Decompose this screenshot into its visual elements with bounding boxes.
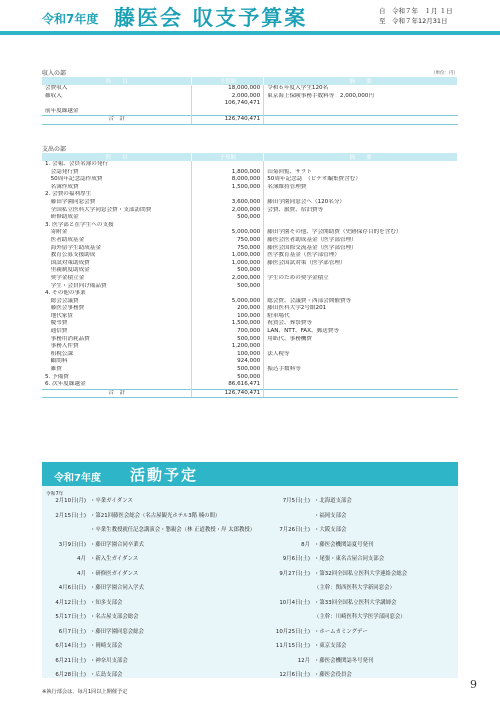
row-amount: 1,000,000 <box>192 252 264 260</box>
activity-event: ・藤医会機関誌夏号発刊 <box>314 541 374 548</box>
table-row <box>42 252 458 260</box>
row-amount: 924,000 <box>192 358 264 366</box>
table-row <box>42 214 458 222</box>
income-section-label: 収入の部 <box>42 70 67 77</box>
col-item: 科 目 <box>42 153 192 161</box>
table-row <box>42 313 458 321</box>
date-to: 至 令和７年12月31日 <box>379 17 448 25</box>
list-item <box>250 569 460 579</box>
row-item: 寄附金 <box>45 229 68 236</box>
list-item <box>44 641 254 651</box>
page-number: 9 <box>470 678 477 691</box>
list-item <box>44 511 254 521</box>
row-note: 会費、旅費、宿泊費等 <box>267 206 324 213</box>
row-note: 藤医会医者助成基金（医学部管理） <box>267 236 357 243</box>
fiscal-period <box>379 6 453 26</box>
row-item: 総会会議費 <box>45 297 79 304</box>
list-item <box>44 627 254 637</box>
income-table <box>42 77 458 125</box>
activity-date: 4月 <box>77 556 86 562</box>
table-row <box>42 245 458 253</box>
row-item: 6. 次年度繰越金 <box>45 381 86 388</box>
income-header-row <box>42 77 458 85</box>
activity-date: 6月28日(土) <box>55 672 86 678</box>
activity-event: ・藤田学園合同卒業式 <box>90 541 144 548</box>
activity-event: ・藤医会機関誌冬号発刊 <box>314 657 374 664</box>
row-amount: 18,000,000 <box>192 85 264 93</box>
row-note: 医学教育基金（医学部管理） <box>267 252 340 259</box>
row-item: 学生・会員向け備品費 <box>45 282 107 289</box>
activity-event: ・福岡支部会 <box>314 512 347 519</box>
activity-date: 4月 <box>77 570 86 577</box>
row-item: 3. 医学部と在学生への支援 <box>45 221 114 228</box>
expense-total-row <box>42 389 458 398</box>
row-note: 法人税等 <box>267 350 290 357</box>
activities-sub-year: 令和7年 <box>46 492 64 497</box>
activity-event: ・藤田学園合同入学式 <box>90 585 144 591</box>
activity-date: 10月25日(土) <box>275 628 310 635</box>
list-item <box>250 525 460 535</box>
row-item: 会費収入 <box>45 85 68 91</box>
row-amount: 1,800,000 <box>192 169 264 177</box>
row-amount: 5,000,000 <box>192 229 264 237</box>
list-item <box>44 612 254 622</box>
row-amount <box>192 191 264 199</box>
table-row <box>42 381 458 389</box>
col-amount: 予算額 <box>192 77 264 85</box>
table-row <box>42 191 458 199</box>
row-item: 地代家賃 <box>45 312 73 319</box>
row-item: 海外留学生助成基金 <box>45 244 101 251</box>
row-amount: 2,000,000 <box>192 275 264 283</box>
row-item: 名簿作成費 <box>45 183 79 190</box>
row-item: 藤医会事務費 <box>45 305 85 312</box>
list-item <box>250 583 460 593</box>
list-item <box>250 656 460 666</box>
row-item: 奨学金積立金 <box>45 274 85 281</box>
row-note <box>264 191 458 199</box>
table-row <box>42 298 458 306</box>
row-item: 教育公募支援助成 <box>45 252 96 259</box>
list-item <box>250 627 460 637</box>
table-row <box>42 374 458 382</box>
row-amount <box>192 161 264 169</box>
row-note: 用紙代、事務機費 <box>267 335 312 342</box>
table-row <box>42 237 458 245</box>
table-row <box>42 267 458 275</box>
list-item <box>44 554 254 564</box>
table-row <box>42 351 458 359</box>
table-row <box>42 100 458 108</box>
activity-event: ・岡崎支部会 <box>90 643 123 649</box>
row-item: 慶弔費 <box>45 320 68 327</box>
row-item: 雑費 <box>45 366 62 373</box>
table-row <box>42 283 458 291</box>
activity-date: 7月26日(土) <box>279 527 310 533</box>
activity-date: 2月10日(月) <box>55 498 86 504</box>
income-total-amount: 126,740,471 <box>192 116 264 125</box>
row-item: 国試対策助成費 <box>45 259 90 266</box>
row-amount: 1,200,000 <box>192 343 264 351</box>
activity-date: 4月6日(日) <box>58 585 86 591</box>
list-item <box>44 540 254 550</box>
row-amount: 1,500,000 <box>192 184 264 192</box>
row-item <box>42 100 192 108</box>
row-note <box>264 100 458 108</box>
row-amount <box>192 222 264 230</box>
table-row <box>42 260 458 268</box>
row-item: 事務人件費 <box>45 343 79 350</box>
row-amount: 5,000,000 <box>192 298 264 306</box>
list-item <box>44 583 254 593</box>
row-amount: 86,616,471 <box>192 381 264 389</box>
activity-event: ・第21回藤医会総会（名古屋観光ホテル3階 楠の間） <box>90 512 221 519</box>
table-row <box>42 222 458 230</box>
row-item: 5. 予備費 <box>45 373 69 380</box>
activity-date: 2月15日(土) <box>55 512 86 519</box>
table-row <box>42 343 458 351</box>
activity-date: 5月17日(土) <box>55 614 86 620</box>
table-row <box>42 229 458 237</box>
row-item: 2. 会費の福利厚生 <box>45 191 92 198</box>
date-from: 自 令和７年 １月 １日 <box>379 7 453 15</box>
row-amount: 2,000,000 <box>192 207 264 215</box>
row-amount: 3,600,000 <box>192 199 264 207</box>
table-row <box>42 275 458 283</box>
activity-date: 6月7日(土) <box>58 628 86 635</box>
activity-event: ・卒業生教授就任記念講演会・懇親会（林 正道教授・岸 太郎教授） <box>90 527 256 533</box>
row-note: 振込手数料等 <box>267 366 301 373</box>
list-item <box>250 511 460 521</box>
row-note: 藤田医科大学2号館201 <box>267 305 327 312</box>
table-row <box>42 161 458 169</box>
row-item: 4. その他の事業 <box>45 290 86 297</box>
row-note <box>264 267 458 275</box>
col-item: 科 目 <box>42 77 192 85</box>
row-note <box>264 214 458 222</box>
row-amount: 700,000 <box>192 328 264 336</box>
table-row <box>42 85 458 93</box>
table-row <box>42 320 458 328</box>
table-row <box>42 108 458 116</box>
table-row <box>42 290 458 298</box>
income-body <box>42 85 458 116</box>
row-note: LAN、NTT、FAX、郵送費等 <box>267 328 339 335</box>
expense-total-label: 合 計 <box>42 389 192 398</box>
row-item: 1. 会報、会員名簿の発行 <box>45 161 109 167</box>
list-item <box>250 540 460 550</box>
row-item: 50周年記念誌作成費 <box>45 176 103 183</box>
row-amount: 500,000 <box>192 336 264 344</box>
activity-event: ・東京支部会 <box>314 643 347 649</box>
row-amount: 100,000 <box>192 313 264 321</box>
row-amount <box>192 108 264 116</box>
list-item <box>250 641 460 651</box>
activity-event: （主幹：関西医科大学新同窓会） <box>314 585 395 591</box>
row-amount: 2,000,000 <box>192 93 264 101</box>
list-item <box>250 496 460 506</box>
row-note: 山菊回覧、サラト <box>267 168 312 175</box>
activity-date: 10月4日(土) <box>279 599 310 606</box>
col-note: 摘 要 <box>264 153 458 161</box>
activity-event: ・藤田学園同窓会総会 <box>90 628 144 635</box>
table-row <box>42 366 458 374</box>
row-item: 前年度繰越金 <box>45 107 79 114</box>
row-amount: 500,000 <box>192 374 264 382</box>
row-note: 祝賀会、葬祭費等 <box>267 320 312 327</box>
row-amount: 8,000,000 <box>192 176 264 184</box>
table-row <box>42 358 458 366</box>
table-row <box>42 336 458 344</box>
row-item: 里親制度助成金 <box>45 267 90 274</box>
row-note: 総会費、会議費・西部会開催費等 <box>267 297 352 304</box>
list-item <box>44 656 254 666</box>
activities-title: 活動予定 <box>130 466 199 484</box>
expense-section-label: 支出の部 <box>42 146 67 153</box>
expense-total-note <box>264 389 458 398</box>
activity-date: 11月15日(土) <box>275 643 310 649</box>
page-header <box>0 0 500 58</box>
list-item <box>44 496 254 506</box>
footnote: ※執行部会は、毎月1回以上開催予定 <box>42 689 128 695</box>
row-note: 駐車場代 <box>267 312 290 319</box>
unit-label: （単位：円） <box>431 71 458 76</box>
list-item <box>250 612 460 622</box>
row-note: 東京海上保険事務手数料等 2,000,000円 <box>267 92 374 99</box>
activity-event: ・ホームカミングデー <box>314 628 368 635</box>
activity-event: ・新入生ガイダンス <box>90 556 139 562</box>
activity-event: ・北海道支部会 <box>314 498 352 504</box>
row-item: 顧問料 <box>45 358 68 365</box>
activities-year: 令和7年度 <box>54 473 101 484</box>
list-item <box>250 670 460 680</box>
list-item <box>44 670 254 680</box>
row-item: 医者助成基金 <box>45 236 85 243</box>
row-note <box>264 381 458 389</box>
row-item: 雑収入 <box>45 92 62 99</box>
activity-date: 6月14日(土) <box>55 643 86 649</box>
activity-event: ・大阪支部会 <box>314 527 347 533</box>
activity-event: ・卒業ガイダンス <box>90 498 133 504</box>
table-row <box>42 207 458 215</box>
row-item: 租税公課 <box>45 350 73 357</box>
row-note: 藤田学園その他、学会開助費（史跡保存目的を含む） <box>267 229 402 236</box>
activity-date: 3月9日(日) <box>58 541 86 548</box>
row-note <box>264 290 458 298</box>
row-amount: 750,000 <box>192 237 264 245</box>
activity-event: ・藤医会役員会 <box>314 672 352 678</box>
activity-date: 7月5日(土) <box>282 498 310 504</box>
row-note <box>264 283 458 291</box>
activity-date: 9月27日(土) <box>279 570 310 577</box>
row-amount: 750,000 <box>192 245 264 253</box>
activity-event: ・名古屋支部会総会 <box>90 614 139 620</box>
col-note: 摘 要 <box>264 77 458 85</box>
table-row <box>42 184 458 192</box>
row-item: 通信費 <box>45 328 68 335</box>
row-note <box>264 108 458 116</box>
activity-date: 4月12日(土) <box>55 599 86 606</box>
list-item <box>44 598 254 608</box>
activity-date: 8月 <box>301 541 310 548</box>
row-amount: 500,000 <box>192 283 264 291</box>
activity-date: 9月6日(土) <box>282 556 310 562</box>
table-row <box>42 169 458 177</box>
expense-header-row <box>42 153 458 161</box>
list-item <box>250 554 460 564</box>
list-item <box>44 525 254 535</box>
row-note: 学生のための奨学金積立 <box>267 274 329 281</box>
row-amount: 200,000 <box>192 305 264 313</box>
row-note <box>264 374 458 382</box>
activities-header <box>42 462 458 486</box>
row-note: 藤医会国試対策（医学部管理） <box>267 259 346 266</box>
activity-event: ・研修医ガイダンス <box>90 570 139 577</box>
row-item: 藤田学園同窓会費 <box>45 198 96 205</box>
activity-event: ・尾張・東名古屋合同支部会 <box>314 556 385 562</box>
table-row <box>42 305 458 313</box>
row-item: 研修助成金 <box>45 214 79 221</box>
activity-event: ・広島支部会 <box>90 672 123 678</box>
activity-date: 12月 <box>297 657 310 664</box>
table-row <box>42 199 458 207</box>
row-amount: 1,500,000 <box>192 320 264 328</box>
table-row <box>42 176 458 184</box>
expense-table <box>42 153 458 398</box>
row-note: 藤田学園同窓会へ（120名分） <box>267 198 346 205</box>
activity-event: ・第32回全国私立医科大学連絡会総会 <box>314 570 408 577</box>
activity-event: （主幹：川崎医科大学医学部同窓会） <box>314 614 406 620</box>
income-total-label: 合 計 <box>42 116 192 125</box>
table-row <box>42 93 458 101</box>
income-total-row <box>42 116 458 125</box>
col-amount: 予算額 <box>192 153 264 161</box>
row-amount: 500,000 <box>192 214 264 222</box>
row-amount: 500,000 <box>192 267 264 275</box>
row-item: 会誌発行費 <box>45 168 79 175</box>
row-item: 事務用消耗品費 <box>45 335 90 342</box>
row-note: 令和６年度入学生120名 <box>267 85 329 91</box>
row-note <box>264 222 458 230</box>
expense-total-amount: 126,740,471 <box>192 389 264 398</box>
page-title: 藤医会 収支予算案 <box>114 6 308 30</box>
header-year: 令和7年度 <box>42 12 99 26</box>
activity-date: 12月6日(土) <box>279 672 310 678</box>
income-total-note <box>264 116 458 125</box>
row-amount: 1,000,000 <box>192 260 264 268</box>
row-note <box>264 358 458 366</box>
list-item <box>250 598 460 608</box>
row-amount: 500,000 <box>192 366 264 374</box>
activity-date: 6月21日(土) <box>55 657 86 664</box>
expense-body <box>42 161 458 389</box>
table-row <box>42 328 458 336</box>
row-note: 50周年記念誌 （ビデオ編集費含む） <box>267 176 361 183</box>
row-note <box>264 161 458 169</box>
list-item <box>44 569 254 579</box>
row-amount: 106,740,471 <box>192 100 264 108</box>
row-amount: 100,000 <box>192 351 264 359</box>
row-amount <box>192 290 264 298</box>
activity-event: ・神奈川支部会 <box>90 657 128 664</box>
row-note: 藤医会国際交流基金（医学部管理） <box>267 244 357 251</box>
activity-event: ・知多支部会 <box>90 599 123 606</box>
row-note <box>264 343 458 351</box>
activity-event: ・第33回全国私立医科大学講師会 <box>314 599 397 606</box>
row-item: 全国私立医科大学同窓会費・支部訪問費 <box>45 206 152 213</box>
row-note: 名簿維持管理費 <box>267 183 307 190</box>
